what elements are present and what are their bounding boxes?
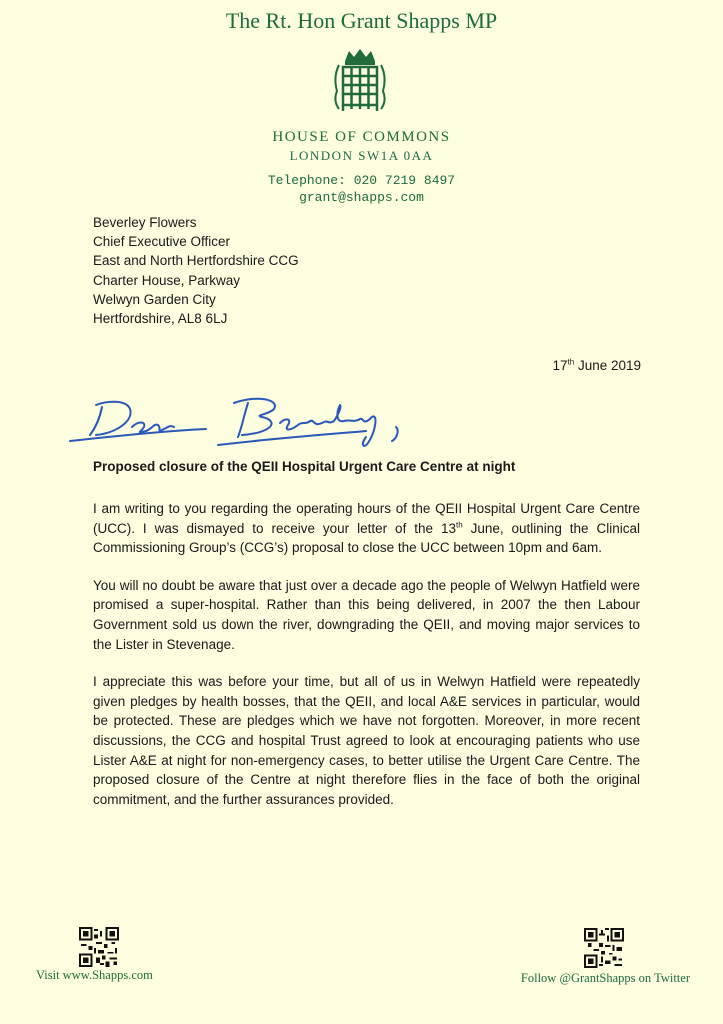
date-day: 17: [552, 358, 568, 373]
footer-twitter: Follow @GrantShapps on Twitter: [520, 971, 690, 985]
email: grant@shapps.com: [299, 190, 424, 205]
body-paragraph: You will no doubt be aware that just over a decade ago the people of Welwyn Hatfield were promised a super-hospital. Rather than this being delivered, in 2007 the then Labour Government sold us down the river, downgrading the QEII, and moving major services to the Lister in Stevenage.: [93, 577, 640, 652]
recipient-line: Welwyn Garden City: [93, 291, 216, 307]
house-of-commons-address: [0, 128, 723, 206]
qr-code-icon: [584, 928, 624, 968]
recipient-line: Beverley Flowers: [93, 215, 197, 230]
letter-subject: Proposed closure of the QEII Hospital Urgent Care Centre at night: [93, 459, 516, 474]
body-paragraph: I am writing to you regarding the operating hours of the QEII Hospital Urgent Care Centre (UCC). I was dismayed to receive your letter of the 13th June, outlining the Clinical Commissioning Group’s (CCG’s) proposal to close the UCC between 10pm and 6am.: [93, 501, 640, 556]
postal-address: LONDON SW1A 0AA: [289, 148, 434, 163]
portcullis-icon: [329, 47, 391, 113]
mp-name: The Rt. Hon Grant Shapps MP: [225, 8, 498, 33]
house-name: HOUSE OF COMMONS: [272, 129, 451, 145]
body-paragraph: I appreciate this was before your time, but all of us in Welwyn Hatfield were repeatedly given pledges by health bosses, that the QEII, and local A&E services in particular, would be protected. These are pledges which we have not forgotten. Moreover, in more recent discussions, the CCG and hospital Trust agreed to look at encouraging patients who use Lister A&E at night for non-emergency cases, to better utilise the Urgent Care Centre. The proposed closure of the Centre at night therefore flies in the face of both the original commitment, and the further assurances provided.: [93, 674, 640, 807]
letter-date: [552, 358, 641, 373]
date-rest: June 2019: [574, 358, 641, 373]
letter-body: [93, 499, 640, 827]
telephone: Telephone: 020 7219 8497: [267, 173, 456, 188]
recipient-line: Charter House, Parkway: [93, 272, 241, 288]
date-suffix: th: [567, 357, 575, 367]
qr-code-icon: [79, 927, 119, 967]
recipient-line: Chief Executive Officer: [93, 234, 231, 250]
handwritten-salutation: [66, 387, 446, 457]
recipient-line: East and North Hertfordshire CCG: [93, 253, 299, 269]
recipient-line: Hertfordshire, AL8 6LJ: [93, 311, 228, 327]
recipient-address: [93, 213, 299, 328]
footer-website: Visit www.Shapps.com: [36, 968, 153, 982]
